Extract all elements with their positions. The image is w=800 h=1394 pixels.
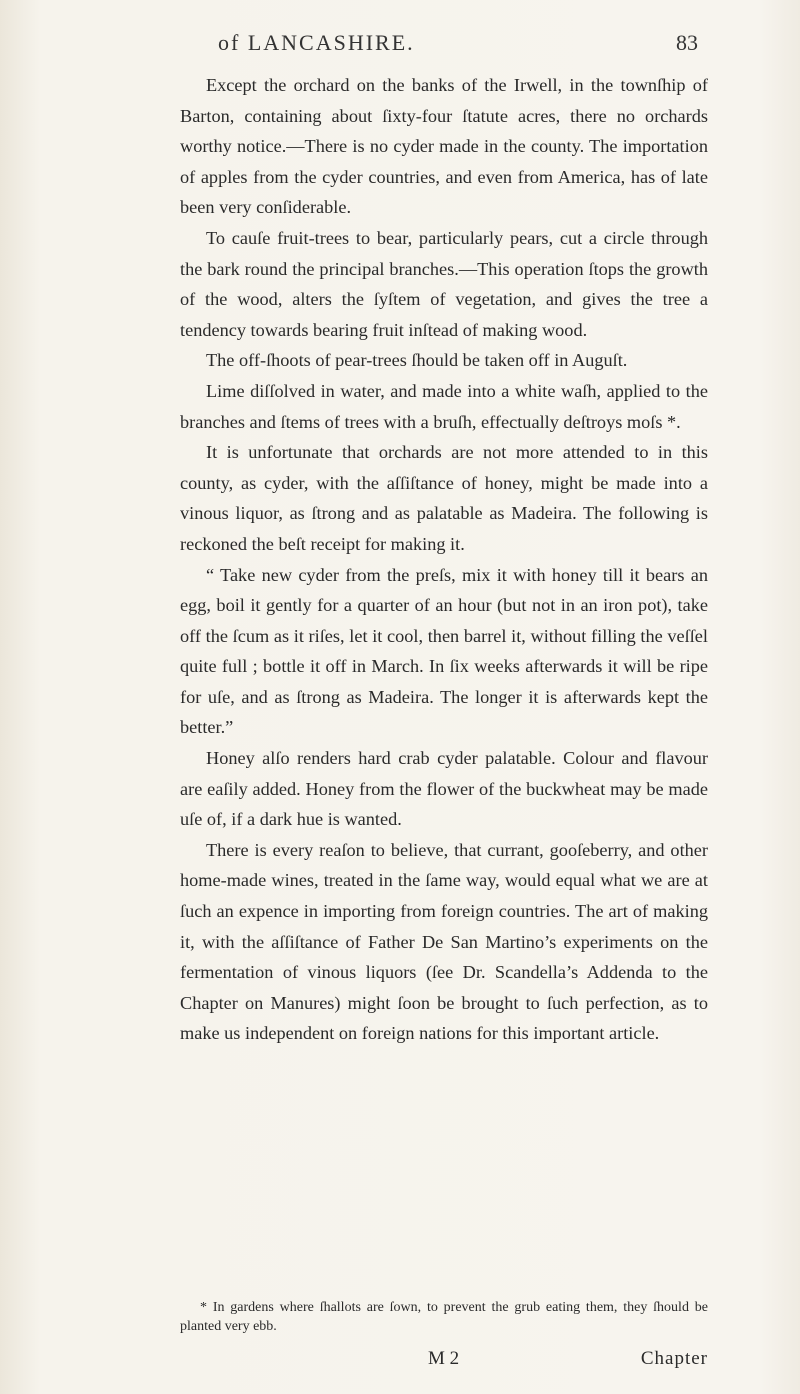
running-title: of LANCASHIRE. xyxy=(218,30,415,55)
page-footer xyxy=(180,1348,708,1374)
footnote-text: * In gardens where ſhallots are ſown, to prevent the grub eating them, they ſhould be planted very ebb. xyxy=(180,1300,708,1334)
paragraph: There is every reaſon to believe, that currant, gooſeberry, and other home-made wines, treated in the ſame way, would equal what we are at ſuch an expence in importing from foreign countries. The art of making it, with the aſſiſtance of Father De San Martino’s experiments on the fermentation of vinous liquors (ſee Dr. Scandella’s Addenda to the Chapter on Manures) might ſoon be brought to ſuch perfection, as to make us independent on foreign nations for this important article. xyxy=(180,839,708,1044)
paragraph: Except the orchard on the banks of the Irwell, in the townſhip of Barton, containing about ſixty-four ſtatute acres, there no orchards worthy notice.—There is no cyder made in the county. The importation of apples from the cyder countries, and even from America, has of late been very conſiderable. xyxy=(180,75,708,218)
running-header xyxy=(218,30,698,66)
paragraph: “ Take new cyder from the preſs, mix it with honey till it bears an egg, boil it gently for a quarter of an hour (but not in an iron pot), take off the ſcum as it riſes, let it cool, then barrel it, without filling the veſſel quite full ; bottle it off in March. In ſix weeks afterwards it will be ripe for uſe, and as ſtrong as Madeira. The longer it is afterwards kept the better.” xyxy=(180,564,708,738)
body-text xyxy=(180,70,708,1049)
catchword: Chapter xyxy=(640,1348,708,1369)
signature-mark: M 2 xyxy=(428,1348,460,1369)
page-number: 83 xyxy=(676,30,698,55)
paragraph: It is unfortunate that orchards are not more attended to in this county, as cyder, with the aſſiſtance of honey, might be made into a vinous liquor, as ſtrong and as palatable as Madeira. The following is reckoned the beſt receipt for making it. xyxy=(180,442,708,554)
paragraph: The off-ſhoots of pear-trees ſhould be taken off in Auguſt. xyxy=(206,350,628,371)
paragraph: To cauſe fruit-trees to bear, particularly pears, cut a circle through the bark round the principal branches.—This operation ſtops the growth of the wood, alters the ſyſtem of vegetation, and gives the tree a tendency towards bearing fruit inſtead of making wood. xyxy=(180,227,708,340)
paragraph: Honey alſo renders hard crab cyder palatable. Colour and flavour are eaſily added. Honey from the flower of the buckwheat may be made uſe of, if a dark hue is wanted. xyxy=(180,748,708,830)
footnote xyxy=(180,1298,708,1336)
paragraph: Lime diſſolved in water, and made into a white waſh, applied to the branches and ſtems of trees with a bruſh, effectually deſtroys moſs *. xyxy=(180,380,708,432)
